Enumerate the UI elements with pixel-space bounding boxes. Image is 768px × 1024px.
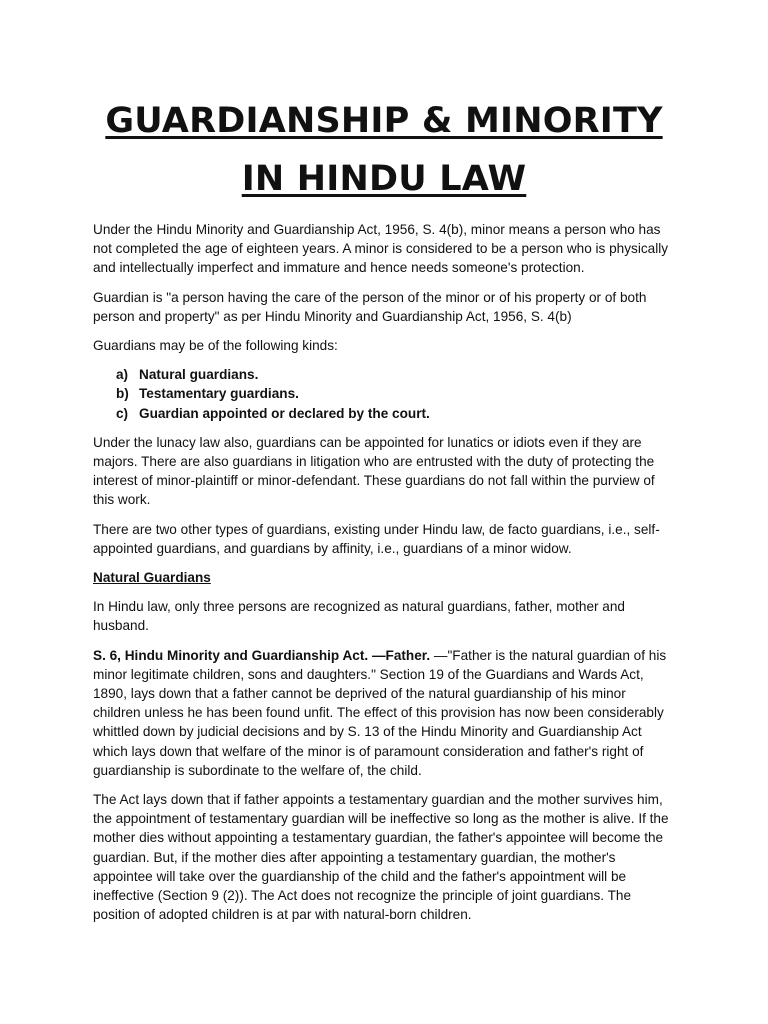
list-item-text: Testamentary guardians. [139, 386, 299, 402]
paragraph-testamentary: The Act lays down that if father appoints a testamentary guardian and the mother survives him, the appointment of testamentary guardian will be ineffective so long as the mother is alive. If the mother dies without appointing a testamentary guardian, the father's appointee will become the guardian. But, if the mother dies after appointing a testamentary guardian, the mother's appointee will take over the guardianship of the child and the father's appointment will be ineffective (Section 9 (2)). The Act does not recognize the principle of joint guardians. The position of adopted children is at par with natural-born children. [93, 792, 669, 923]
paragraph-lunacy-law: Under the lunacy law also, guardians can be appointed for lunatics or idiots even if they are majors. There are also guardians in litigation who are entrusted with the duty of protecting the interest of minor-plaintiff or minor-defendant. These guardians do not fall within the purview of this work. [93, 434, 655, 508]
list-item [116, 384, 675, 403]
list-item [116, 365, 675, 384]
list-item-text: Guardian appointed or declared by the court. [139, 405, 430, 421]
title-line-2: IN HINDU LAW [241, 159, 527, 199]
section-heading-natural-guardians [93, 568, 675, 587]
paragraph-kinds-intro: Guardians may be of the following kinds: [93, 338, 338, 354]
paragraph-father [93, 646, 675, 780]
page-title [93, 0, 675, 208]
list-marker: b) [116, 386, 129, 402]
list-marker: a) [116, 367, 129, 383]
father-section-text: —"Father is the natural guardian of his minor legitimate children, sons and daughters." Section 19 of the Guardians and Wards Act, 1890, lays down that a father cannot be deprived of the natural guardianship of his minor children unless he has been found unfit. The effect of this provision has now been considerably whittled down by judicial decisions and by S. 13 of the Hindu Minority and Guardianship Act which lays down that welfare of the minor is of paramount consideration and father's right of guardianship is subordinate to the welfare of, the child. [93, 647, 667, 778]
section-heading-text: Natural Guardians [93, 570, 211, 586]
paragraph-natural-guardians: In Hindu law, only three persons are recognized as natural guardians, father, mother and husband. [93, 599, 625, 634]
list-item-text: Natural guardians. [139, 367, 259, 383]
title-line-1: GUARDIANSHIP & MINORITY [105, 101, 663, 141]
father-section-label: S. 6, Hindu Minority and Guardianship Act. —Father. [93, 647, 431, 663]
guardian-kinds-list [93, 365, 675, 423]
paragraph-other-types: There are two other types of guardians, existing under Hindu law, de facto guardians, i.e., self-appointed guardians, and guardians by affinity, i.e., guardians of a minor widow. [93, 521, 660, 556]
paragraph-guardian-definition: Guardian is "a person having the care of the person of the minor or of his property or of both person and property" as per Hindu Minority and Guardianship Act, 1956, S. 4(b) [93, 289, 647, 324]
list-item [116, 404, 675, 423]
list-marker: c) [116, 405, 129, 421]
paragraph-minor-definition: Under the Hindu Minority and Guardianship Act, 1956, S. 4(b), minor means a person who has not completed the age of eighteen years. A minor is considered to be a person who is physically and intellectually imperfect and immature and hence needs someone's protection. [93, 222, 669, 276]
document-body [93, 220, 675, 925]
